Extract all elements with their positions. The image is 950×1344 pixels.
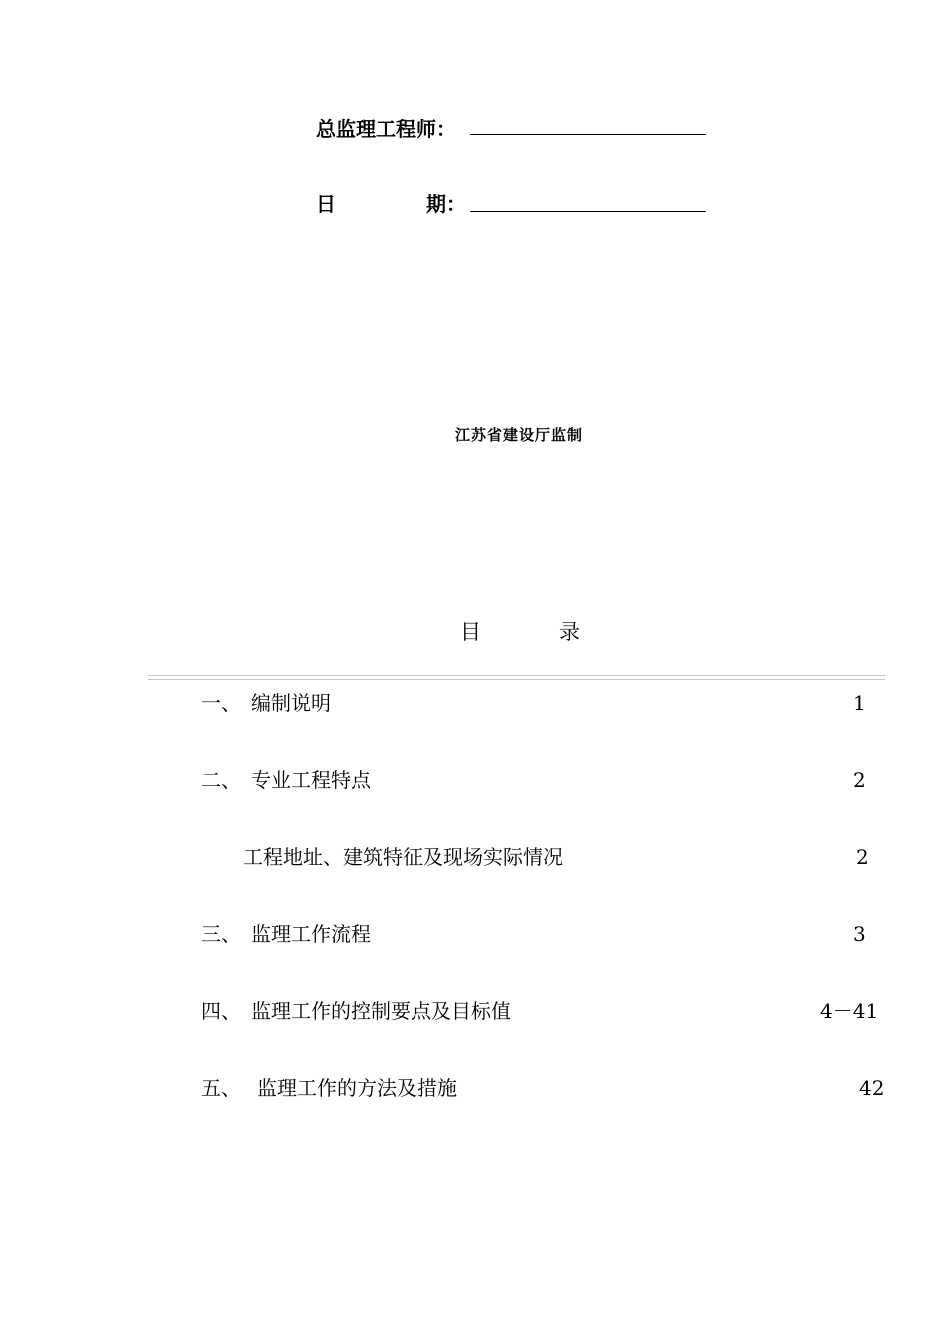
toc-entry-5[interactable] (201, 1075, 457, 1101)
toc-entry-text: 工程地址、建筑特征及现场实际情况 (243, 845, 563, 869)
toc-entry-text: 监理工作的方法及措施 (257, 1076, 457, 1100)
toc-title-second: 录 (559, 620, 580, 644)
date-label-first: 日 (316, 192, 336, 216)
toc-entry-2-1[interactable] (243, 844, 563, 870)
toc-title (460, 616, 580, 646)
toc-entry-number: 二、 (201, 768, 241, 792)
chief-engineer-row (316, 116, 456, 142)
toc-entry-text: 编制说明 (251, 691, 331, 715)
date-signature-line (470, 211, 706, 212)
date-row (316, 191, 466, 217)
toc-title-first: 目 (460, 620, 481, 644)
toc-entry-1[interactable] (201, 690, 331, 716)
toc-entry-5-page: 42 (859, 1076, 885, 1100)
toc-entry-2-1-page: 2 (856, 845, 869, 869)
date-label-second: 期： (426, 192, 466, 216)
toc-entry-number: 三、 (201, 922, 241, 946)
toc-entry-2-page: 2 (853, 768, 866, 792)
toc-entry-text: 监理工作流程 (251, 922, 371, 946)
chief-engineer-signature-line (470, 134, 706, 135)
toc-entry-number: 一、 (201, 691, 241, 715)
chief-engineer-label: 总监理工程师： (316, 117, 456, 141)
toc-entry-3-page: 3 (853, 922, 866, 946)
toc-entry-4[interactable] (201, 998, 511, 1024)
authority-text: 江苏省建设厅监制 (454, 426, 583, 444)
toc-entry-number: 四、 (201, 999, 241, 1023)
toc-entry-text: 专业工程特点 (251, 768, 371, 792)
toc-entry-2[interactable] (201, 767, 371, 793)
toc-divider-top (148, 675, 885, 676)
toc-entry-3[interactable] (201, 921, 371, 947)
toc-entry-4-page: 4－41 (820, 999, 879, 1023)
toc-entry-text: 监理工作的控制要点及目标值 (251, 999, 511, 1023)
toc-divider-bottom (148, 679, 885, 680)
toc-entry-1-page: 1 (853, 691, 866, 715)
toc-entry-number: 五、 (201, 1076, 241, 1100)
